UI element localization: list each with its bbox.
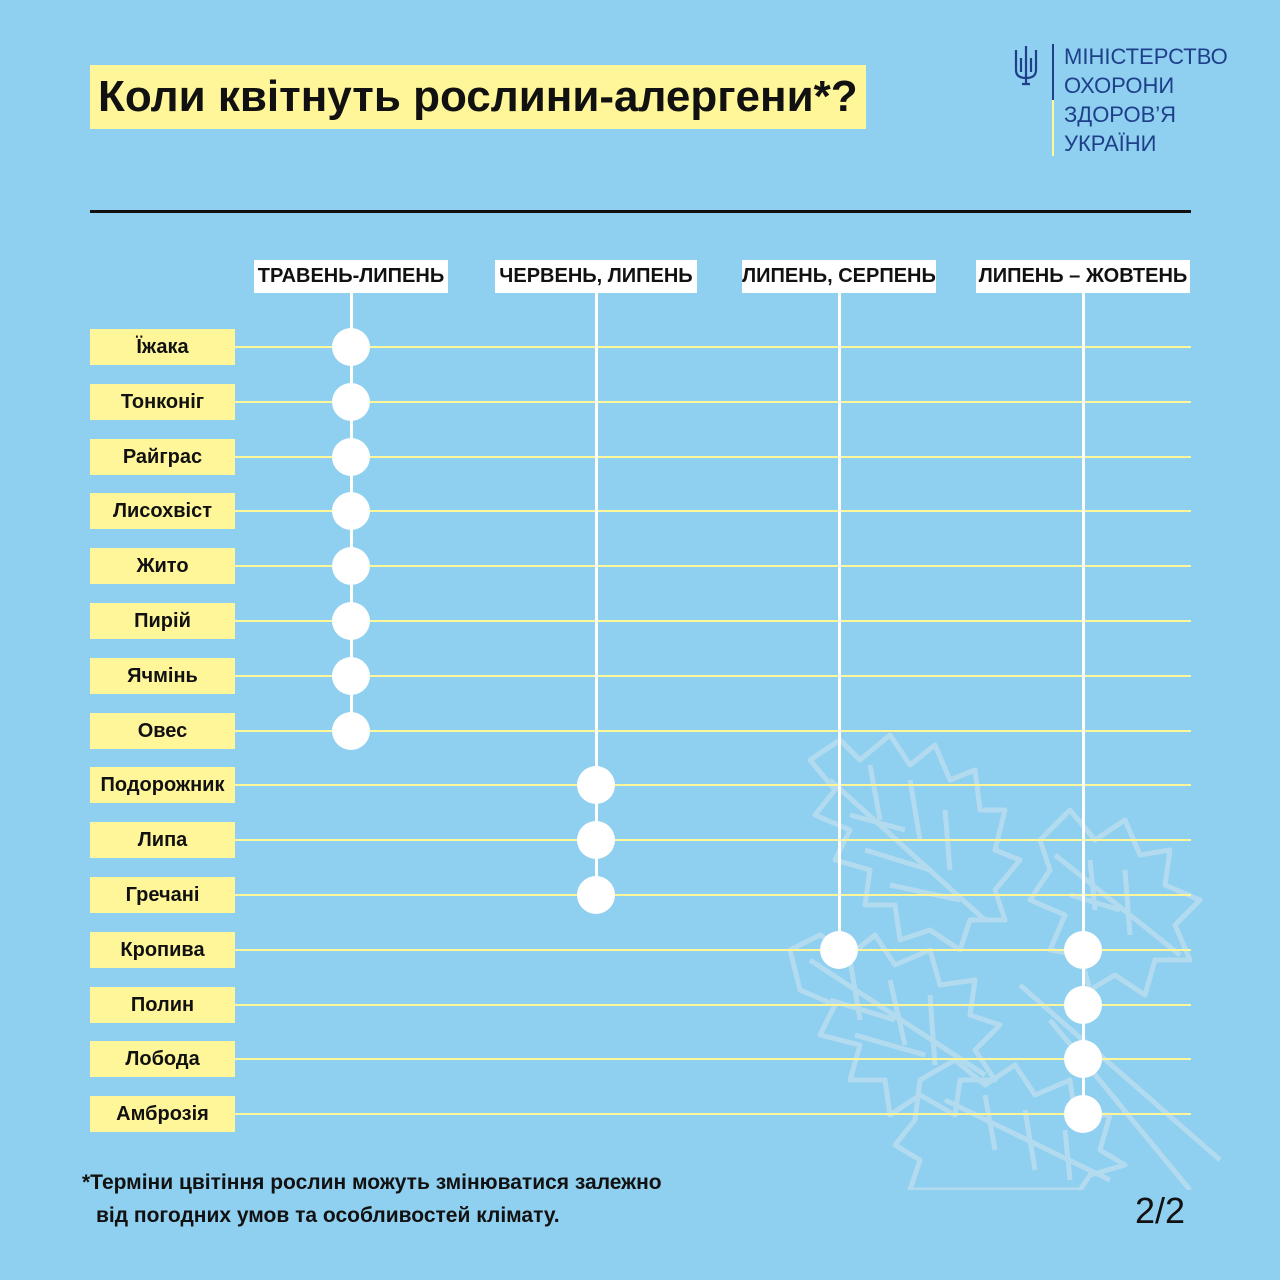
footnote [82,1166,662,1232]
plant-label: Жито [90,548,235,584]
bloom-dot [332,383,370,421]
bloom-dot [332,547,370,585]
plant-label: Амброзія [90,1096,235,1132]
column-line [595,293,598,895]
row-line [234,730,1191,732]
plant-label: Тонконіг [90,384,235,420]
row-line [234,346,1191,348]
header-divider [90,210,1191,213]
row-line [234,675,1191,677]
plant-label: Подорожник [90,767,235,803]
plant-label: Полин [90,987,235,1023]
row-line [234,456,1191,458]
bloom-dot [332,328,370,366]
ministry-line: УКРАЇНИ [1064,131,1157,156]
bloom-dot [1064,1095,1102,1133]
ministry-name [1064,42,1228,158]
plant-label: Липа [90,822,235,858]
row-line [234,620,1191,622]
plant-label: Їжака [90,329,235,365]
plant-label: Лисохвіст [90,493,235,529]
row-line [234,510,1191,512]
bloom-dot [577,876,615,914]
ministry-separator-yellow [1052,100,1054,156]
row-line [234,401,1191,403]
ministry-separator-blue [1052,44,1054,100]
plant-label: Ячмінь [90,658,235,694]
plant-label: Гречані [90,877,235,913]
row-line [234,949,1191,951]
ministry-line: МІНІСТЕРСТВО [1064,44,1228,69]
period-header: ЛИПЕНЬ, СЕРПЕНЬ [742,260,936,293]
bloom-dot [577,821,615,859]
row-line [234,839,1191,841]
page-number: 2/2 [1135,1190,1186,1231]
ministry-line: ЗДОРОВ’Я [1064,102,1177,127]
plant-label: Пирій [90,603,235,639]
row-line [234,894,1191,896]
ministry-line: ОХОРОНИ [1064,73,1175,98]
row-line [234,1058,1191,1060]
page-title: Коли квітнуть рослини-алергени*? [90,65,866,129]
row-line [234,784,1191,786]
bloom-dot [332,712,370,750]
bloom-dot [332,657,370,695]
row-line [234,565,1191,567]
plant-label: Овес [90,713,235,749]
period-header: ТРАВЕНЬ-ЛИПЕНЬ [254,260,448,293]
bloom-dot [1064,931,1102,969]
plant-label: Райграс [90,439,235,475]
bloom-dot [820,931,858,969]
bloom-dot [332,438,370,476]
footnote-line-2: від погодних умов та особливостей клімату. [96,1204,560,1227]
period-header: ЧЕРВЕНЬ, ЛИПЕНЬ [495,260,697,293]
bloom-dot [1064,986,1102,1024]
row-line [234,1113,1191,1115]
row-line [234,1004,1191,1006]
bloom-dot [332,492,370,530]
bloom-dot [332,602,370,640]
bloom-dot [1064,1040,1102,1078]
period-header: ЛИПЕНЬ – ЖОВТЕНЬ [976,260,1190,293]
footnote-line-1: *Терміни цвітіння рослин можуть змінюватися залежно [82,1171,662,1194]
column-line [838,293,841,950]
plant-label: Кропива [90,932,235,968]
plant-label: Лобода [90,1041,235,1077]
ukraine-trident-icon [1012,44,1040,86]
bloom-dot [577,766,615,804]
